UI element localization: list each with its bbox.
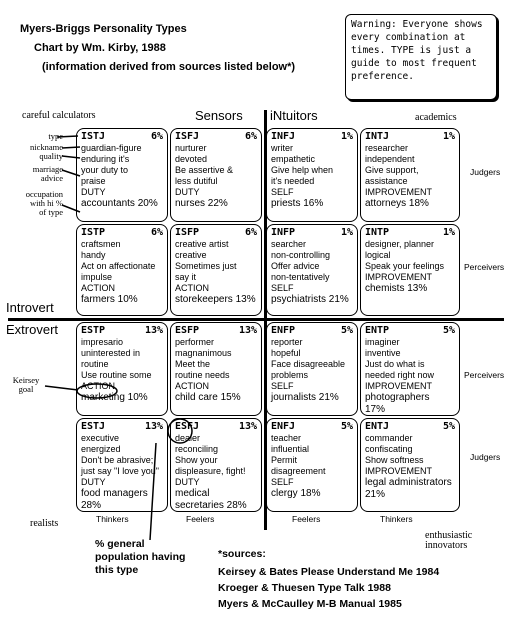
type-goal: ACTION (81, 381, 116, 391)
sources-header: *sources: (218, 548, 266, 560)
type-header (271, 131, 353, 143)
type-line: teacher (271, 433, 302, 443)
type-line: magnanimous (175, 348, 232, 358)
type-line: performer (175, 337, 215, 347)
intuitors-label: iNtuitors (270, 108, 318, 123)
type-occupation-cont: 21% (365, 489, 386, 500)
feelers-label: Feelers (186, 514, 215, 524)
type-occupation-cont: 28% (81, 500, 102, 511)
perceivers-label: Perceivers (464, 262, 505, 272)
type-cell (266, 224, 358, 316)
type-header (271, 421, 353, 433)
type-occupation: accountants 20% (81, 198, 158, 209)
legend-nickname: nickname quality (29, 142, 63, 161)
type-line: praise (81, 176, 106, 186)
type-occupation: psychiatrists 21% (271, 294, 349, 305)
academics-label: academics (415, 112, 457, 123)
judgers-label: Judgers (470, 452, 501, 462)
type-occupation: farmers 10% (81, 294, 138, 305)
type-code: ESTJ (81, 421, 106, 432)
type-line: imaginer (365, 337, 400, 347)
legend-type: type (48, 131, 63, 141)
type-goal: SELF (271, 477, 294, 487)
source-item: Kroeger & Thuesen Type Talk 1988 (218, 582, 391, 594)
type-line: creative artist (175, 239, 229, 249)
type-line: executive (81, 433, 120, 443)
pointer-keirsey (45, 386, 78, 390)
type-percent: 5% (340, 325, 353, 336)
type-cell (76, 224, 168, 316)
type-code: INTJ (365, 131, 390, 142)
type-line: reporter (271, 337, 303, 347)
type-line: say it (175, 272, 197, 282)
type-line: designer, planner (365, 239, 435, 249)
warning-line: every combination at (351, 32, 466, 43)
type-code: ENTJ (365, 421, 390, 432)
legend-population: % general population having this type (95, 538, 186, 576)
type-line: Permit (271, 455, 298, 465)
realists-label: realists (30, 518, 59, 529)
type-code: ENTP (365, 325, 390, 336)
type-header (271, 227, 353, 239)
title-line-1: Myers-Briggs Personality Types (20, 23, 187, 35)
sensors-label: Sensors (195, 108, 243, 123)
type-header (271, 325, 353, 337)
type-line: energized (81, 444, 121, 454)
type-line: enduring it's (81, 154, 130, 164)
type-percent: 6% (244, 227, 257, 238)
type-goal: IMPROVEMENT (365, 466, 433, 476)
type-goal: SELF (271, 381, 294, 391)
type-line: assistance (365, 176, 408, 186)
type-line: Speak your feelings (365, 261, 445, 271)
type-line: Act on affectionate (81, 261, 156, 271)
source-item: Keirsey & Bates Please Understand Me 1984 (218, 566, 440, 578)
type-cell (266, 128, 358, 222)
type-percent: 1% (442, 227, 455, 238)
type-line: non-controlling (271, 250, 331, 260)
title-line-3: (information derived from sources listed below*) (42, 61, 296, 73)
type-goal: DUTY (175, 477, 200, 487)
type-goal: IMPROVEMENT (365, 187, 433, 197)
type-occupation: photographers (365, 392, 430, 403)
legend-keirsey-goal: Keirsey goal (12, 375, 40, 394)
pointer-type (57, 136, 78, 137)
type-percent: 6% (244, 131, 257, 142)
type-percent: 6% (150, 227, 163, 238)
type-occupation: storekeepers 13% (175, 294, 256, 305)
type-line: Be assertive & (175, 165, 234, 175)
type-occupation: clergy 18% (271, 488, 321, 499)
type-line: empathetic (271, 154, 316, 164)
type-percent: 13% (238, 421, 257, 432)
type-line: searcher (271, 239, 307, 249)
type-header (81, 227, 163, 239)
type-goal: DUTY (81, 187, 106, 197)
type-line: uninterested in (81, 348, 141, 358)
perceivers-label: Perceivers (464, 370, 505, 380)
enthusiastic-innovators-label: enthusiastic innovators (425, 530, 473, 551)
type-goal: ACTION (175, 283, 210, 293)
type-goal: ACTION (175, 381, 210, 391)
type-code: INFJ (271, 131, 296, 142)
type-line: Show softness (365, 455, 424, 465)
type-cell (360, 128, 460, 222)
thinkers-label: Thinkers (96, 514, 129, 524)
legend-occupation: occupation with hi % of type (25, 189, 63, 217)
type-header (175, 325, 257, 337)
type-line: Show your (175, 455, 218, 465)
type-percent: 13% (144, 325, 163, 336)
thinkers-label: Thinkers (380, 514, 413, 524)
type-code: INTP (365, 227, 390, 238)
type-line: influential (271, 444, 310, 454)
type-cell (360, 224, 460, 316)
type-line: hopeful (271, 348, 301, 358)
type-goal: IMPROVEMENT (365, 381, 433, 391)
type-header (175, 421, 257, 433)
type-code: ISFP (175, 227, 200, 238)
type-header (365, 325, 455, 337)
type-occupation: priests 16% (271, 198, 324, 209)
type-line: Face disagreeable (271, 359, 346, 369)
type-header (365, 131, 455, 143)
type-code: ISTP (81, 227, 106, 238)
type-cell (170, 322, 262, 416)
type-goal: DUTY (175, 187, 200, 197)
type-header (175, 131, 257, 143)
type-line: Just do what is (365, 359, 425, 369)
extrovert-label: Extrovert (6, 322, 59, 337)
feelers-label: Feelers (292, 514, 321, 524)
type-line: Sometimes just (175, 261, 237, 271)
introvert-label: Introvert (6, 300, 54, 315)
type-cell (170, 418, 262, 512)
judgers-label: Judgers (470, 167, 501, 177)
type-line: devoted (175, 154, 208, 164)
type-line: Meet the (175, 359, 211, 369)
type-percent: 5% (340, 421, 353, 432)
type-line: logical (365, 250, 391, 260)
legend-marriage: marriage advice (32, 164, 63, 183)
type-line: Offer advice (271, 261, 320, 271)
type-occupation: food managers (81, 488, 148, 499)
type-percent: 5% (442, 325, 455, 336)
type-occupation: child care 15% (175, 392, 241, 403)
type-cell (76, 418, 168, 512)
type-code: ISFJ (175, 131, 200, 142)
warning-line: preference. (351, 71, 414, 82)
type-line: impresario (81, 337, 124, 347)
type-header (365, 227, 455, 239)
type-goal: ACTION (81, 283, 116, 293)
type-line: handy (81, 250, 106, 260)
type-percent: 1% (340, 227, 353, 238)
type-percent: 5% (442, 421, 455, 432)
type-line: confiscating (365, 444, 413, 454)
type-line: writer (271, 143, 293, 153)
type-goal: SELF (271, 187, 294, 197)
type-goal: SELF (271, 283, 294, 293)
type-line: non-tentatively (271, 272, 330, 282)
type-line: nurturer (175, 143, 207, 153)
warning-line: times. TYPE is just a (351, 45, 472, 56)
type-occupation: nurses 22% (175, 198, 228, 209)
type-occupation: legal administrators (365, 477, 452, 488)
type-line: Use routine some (81, 370, 152, 380)
type-line: disagreement (271, 466, 326, 476)
type-cell (360, 418, 460, 512)
type-occupation: attorneys 18% (365, 198, 429, 209)
type-code: ENFP (271, 325, 296, 336)
type-cell (266, 418, 358, 512)
type-occupation: journalists 21% (271, 392, 339, 403)
type-occupation-cont: 17% (365, 404, 386, 415)
type-percent: 13% (238, 325, 257, 336)
type-line: Give support, (365, 165, 419, 175)
type-line: creative (175, 250, 207, 260)
careful-calculators-label: careful calculators (22, 110, 96, 121)
type-line: guardian-figure (81, 143, 142, 153)
type-code: INFP (271, 227, 296, 238)
type-line: problems (271, 370, 309, 380)
title-line-2: Chart by Wm. Kirby, 1988 (34, 42, 166, 54)
type-header (81, 131, 163, 143)
type-code: ESFJ (175, 421, 200, 432)
type-percent: 1% (340, 131, 353, 142)
type-code: ESTP (81, 325, 106, 336)
type-line: independent (365, 154, 415, 164)
type-line: routine (81, 359, 109, 369)
type-line: your duty to (81, 165, 129, 175)
type-line: less dutiful (175, 176, 218, 186)
type-goal: DUTY (81, 477, 106, 487)
type-header (365, 421, 455, 433)
type-header (81, 325, 163, 337)
type-occupation-cont: secretaries 28% (175, 500, 247, 511)
type-occupation: chemists 13% (365, 283, 428, 294)
type-cell (170, 128, 262, 222)
warning-line: guide to most frequent (351, 58, 477, 69)
type-cell (360, 322, 460, 416)
type-occupation: medical (175, 488, 210, 499)
type-line: needed right now (365, 370, 435, 380)
type-cell (76, 322, 168, 416)
type-code: ENFJ (271, 421, 296, 432)
type-line: displeasure, fight! (175, 466, 246, 476)
type-line: impulse (81, 272, 113, 282)
type-goal: IMPROVEMENT (365, 272, 433, 282)
type-line: reconciling (175, 444, 219, 454)
type-line: commander (365, 433, 413, 443)
type-header (81, 421, 163, 433)
type-code: ESFP (175, 325, 200, 336)
type-line: just say "I love you" (81, 466, 159, 476)
type-code: ISTJ (81, 131, 106, 142)
type-line: Don't be abrasive; (81, 455, 154, 465)
type-percent: 1% (442, 131, 455, 142)
type-percent: 6% (150, 131, 163, 142)
type-occupation: marketing 10% (81, 392, 148, 403)
type-line: it's needed (271, 176, 315, 186)
type-line: Give help when (271, 165, 334, 175)
type-header (175, 227, 257, 239)
type-cell (170, 224, 262, 316)
type-line: dealer (175, 433, 201, 443)
type-line: inventive (365, 348, 401, 358)
type-line: routine needs (175, 370, 230, 380)
source-item: Myers & McCaulley M-B Manual 1985 (218, 598, 402, 610)
type-cell (266, 322, 358, 416)
warning-line: Warning: Everyone shows (351, 19, 483, 30)
type-percent: 13% (144, 421, 163, 432)
type-line: researcher (365, 143, 409, 153)
type-cell (76, 128, 168, 222)
type-line: craftsmen (81, 239, 121, 249)
